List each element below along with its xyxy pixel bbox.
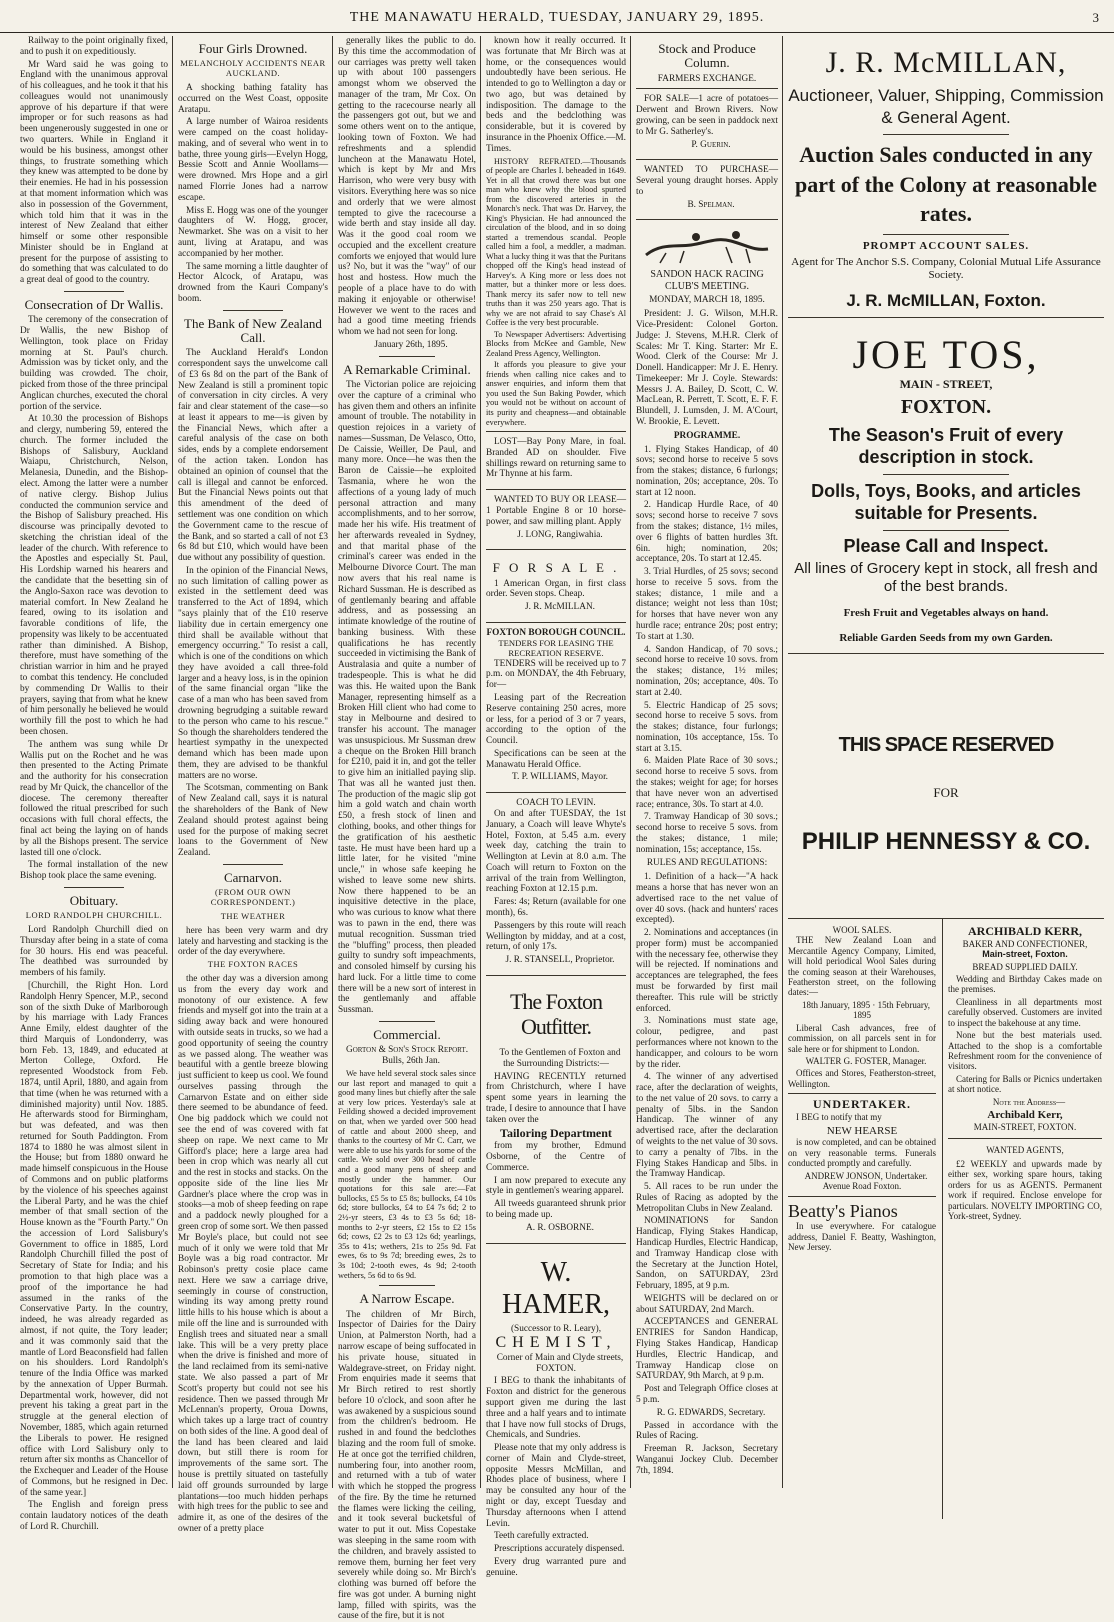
article-text: At 10.30 the procession of Bishops and clergy, numbering 59, entered the church. The former included the Bishops of Salisbury, Auckland Waiapu, Christchurch, Nelson, Melanesia, Dunedin, and the Bishop-elect. Among the latter were a number of native clergy. Bishop Julius conducted the communion service and the Bishop of Salisbury preached. His discourse was principally devoted to sketching the christian ideal of the leader of the church. With reference to the Apostles and especially St. Paul, His Lordship warned his hearers and the candidate that the besetting sin of the Anglo-Saxon race was devotion to material comfort. In New Zealand he feared, owing to its isolation and favorable conditions of life, the propensity was likely to be accentuated rather than diminished. A Bishop, therefore, must have something of the christian warrior in him and he prayed to combat this tendency. He concluded by commending Dr Wallis to their prayers, saying that from what he knew of him personally he believed he would worthily fill the post to which he had been chosen. xyxy=(20,414,168,737)
article-text: The English and foreign press contain laudatory notices of the death of Lord R. Churchill. xyxy=(20,1500,168,1533)
ad-subheading: TENDERS FOR LEASING THE RECREATION RESERVE. xyxy=(498,637,614,658)
grocery-text: All lines of Grocery kept in stock, all fresh and of the best brands. xyxy=(794,560,1098,595)
article-text: here has been very warm and dry lately and harvesting and stacking is the order of the day everywhere. xyxy=(178,925,328,958)
ad-heading: F O R S A L E . xyxy=(492,560,620,576)
column-5 xyxy=(636,36,778,1488)
joetos-street: MAIN - STREET, xyxy=(899,377,993,392)
article-text: the other day was a diversion among us from the every day work and monotony of our existence. A few friends and myself got into the train at a siding away back and were honoured with outside seats in trucks, so we had a good opportunity of seeing the country as we passed along. The weather was beautiful with a gentle breeze blowing just sufficient to keep us cool. We found ourselves passing through the Carnarvon Estate and on either side there seemed to be abundance of feed. One big paddock which we could not see the end of was covered with fat sheep on rape. We next came to Mr Gifford's place; here a large area had been in crop which was nearly all cut and the rest in stocks and stacks. On the opposite side of the line lies Mr Gardner's place where the crop was in stooks—a mob of sheep feeding on rape and a paddock newly ploughed for a green crop of some sort. We then passed Mr Boyle's place, but could not see much of it only we were told that Mr Boyle was a big road contractor. Mr Robinson's pretty cosie place came next. Here we saw a carriage drive, seemingly in course of construction, winding its way among pretty round little hills to his house which is about a mile off the line and is surrounded with English trees and situated near a small lake. This will be a very pretty place when the drive is finished and more of the land reclaimed from its semi-native state. We also passed a part of Mr Scott's property but could not see his residence. Then we passed through Mr McLennan's property, Oroua Downs, which takes up a large tract of country on both sides of the line. A good deal of the land has been cleared and laid down, but still there is room for improvements of the same sort. The house is prettily situated on tastefully laid off grounds surrounded by large plantations—too much hidden perhaps with high trees for the public to see and admire it, as one of the desires of the owner of a pretty place xyxy=(178,974,328,1534)
lower-left-ads xyxy=(788,919,936,1255)
divider xyxy=(64,291,123,292)
hennessy-text: PHILIP HENNESSY & CO. xyxy=(801,827,1091,855)
column-rule xyxy=(942,919,943,1519)
masthead-title: THE MANAWATU HERALD, TUESDAY, JANUARY 29, 1895. xyxy=(349,10,765,25)
article-heading: Carnarvon. xyxy=(223,869,283,885)
mcmillan-foxton: J. R. McMILLAN, Foxton. xyxy=(846,291,1046,311)
article-text: HISTORY REFRATED.—Thousands of people are Charles I. beheaded in 1649. Yet in all that crowd there was but one man who knew why the blood spurted from the discovered arteries in the Monarch's neck. That was Dr. Harvey, the King's Physician. He had announced the circulation of the blood, and in so doing started a tremendous scandal. People called him a fool, a meddler, a madman. What a lucky thing it was that the Puritans chopped off the King's head instead of Harvey's. A King more or less does not matter, but a thinker more or less does. Thank mercy its safer now to tell new truths than it was 250 years ago. That is why we are not afraid to say Chase's Al Coffee is the very best procurable. xyxy=(486,156,626,328)
ad-text: LOST—Bay Pony Mare, in foal. Branded AD on shoulder. Five shillings reward on returning same to Mr Thynne at his farm. xyxy=(486,437,626,480)
ad-heading: COACH TO LEVIN. xyxy=(516,798,596,809)
ad-signature: B. Spelman. xyxy=(687,199,735,210)
divider xyxy=(883,134,1009,135)
ad-text: Catering for Balls or Picnics undertaken at short notice. xyxy=(948,1073,1102,1095)
article-subheading: Gorton & Son's Stock Report. xyxy=(345,1045,469,1056)
article-text: To Newspaper Advertisers: Advertising Blocks from McKee and Gamble, New Zealand Press Agency, Wellington. xyxy=(486,329,626,358)
section-subheading: THE FOXTON RACES xyxy=(207,959,299,970)
ad-text: £2 WEEKLY and upwards made by either sex, working spare hours, taking orders for us as AGENTS. Permanent work if required. Enclose envelope for particulars. NOVELTY IMPORTING CO, York-street, Sydney. xyxy=(948,1158,1102,1222)
prompt-text: PROMPT ACCOUNT SALES. xyxy=(862,240,1030,253)
ad-text: NOMINATIONS for Sandon Handicap, Flying Stakes Handicap, Handicap Hurdles, Electric Handicap, and Tramway Handicap close with the Secretary at the Junction Hotel, Sandon, on SATURDAY, 23rd February, 1895, at 9 p.m. xyxy=(636,1216,778,1292)
ad-text: THE New Zealand Loan and Mercantile Agency Company, Limited, will hold periodical Wool Sales during the coming season at their Warehouses, Featherston street, on the following dates:— xyxy=(788,935,936,998)
outfitter-ad xyxy=(486,975,626,1239)
divider xyxy=(379,1285,434,1286)
coach-notice xyxy=(486,792,626,971)
ad-subheading: (Successor to R. Leary), xyxy=(510,1323,602,1334)
wanted-notice xyxy=(636,159,778,215)
ad-heading: Beatty's Pianos xyxy=(788,1200,898,1221)
section-subheading: THE WEATHER xyxy=(220,910,286,921)
article-heading: Four Girls Drowned. xyxy=(198,41,308,56)
mcmillan-trade: Auctioneer, Valuer, Shipping, Commission & General Agent. xyxy=(788,85,1104,127)
article-text: We have held several stock sales since our last report and managed to quit a good many lines but chiefly after the sale at very low prices. Yesterday's sale at Feilding showed a decided improvement on that, when we yarded over 500 head of cattle and about 2000 sheep, and thanks to the courtesy of Mr C. Carr, we were able to use his yards for some of the cattle. We sold over 300 head of cattle and a good many pens of sheep and mostly under the hammer. Our quotations for this sale are:—Fat bullocks, £5 5s to £5 8s; bullocks, £4 10s 6d; store bullocks, £4 to £4 7s 6d; 2 to 2½-yr steers, £3 4s to £3 5s 6d; 18-months to 2-yr steers, £2 15s to £2 15s 6d; cows, £2 2s to £3 12s 6d; yearlings, 35s to 41s; wethers, 21s to 25s 9d. Fat ewes, 6s to 9s 7d; breeding ewes, 2s to 3s 10d; 2-tooth ewes, 4s 9d; 2-tooth wethers, 5s 6d to 6s 9d. xyxy=(338,1068,477,1280)
ad-signature: P. Guerin. xyxy=(691,139,731,150)
article-date: Bulls, 26th Jan. xyxy=(382,1056,440,1067)
ad-text: I am now prepared to execute any style in gentlemen's wearing apparel. xyxy=(486,1175,626,1197)
divider xyxy=(883,474,1009,475)
article-heading: Commercial. xyxy=(373,1027,441,1043)
article-text: The Scotsman, commenting on Bank of New Zealand call, says it is natural the shareholders of the Bank of New Zealand should protest against being used for the purpose of making secret loans to the Government of New Zealand. xyxy=(178,783,328,859)
ad-text: Liberal Cash advances, free of commission, on all parcels sent in for sale here or for shipment to London. xyxy=(788,1022,936,1054)
reserved-text: THIS SPACE RESERVED xyxy=(838,733,1054,756)
race-item: 7. Tramway Handicap of 30 sovs.; second horse to receive 5 sovs. from the stakes; distance, 1 mile; nomination, 15s; acceptance, 15s. xyxy=(636,812,778,855)
ad-signature: R. G. EDWARDS, Secretary. xyxy=(656,1407,766,1418)
ad-signature: Archibald Kerr, xyxy=(987,1109,1063,1122)
ad-text: Wedding and Birthday Cakes made on the premises. xyxy=(948,973,1102,995)
race-item: 2. Handicap Hurdle Race, of 40 sovs; second horse to receive 7 sovs from the stakes; distance, 1½ miles, over 6 flights of batten hurdles 3ft. 6in. high; nomination, 20s; acceptance, 20s. To start at 12.45. xyxy=(636,500,778,565)
article-heading: A Remarkable Criminal. xyxy=(343,361,471,377)
lower-ads xyxy=(788,919,1104,1519)
column-rule xyxy=(782,36,783,1488)
column-1 xyxy=(20,36,168,1533)
divider xyxy=(64,887,123,888)
ad-text: Prescriptions accurately dispensed. xyxy=(494,1544,625,1555)
column-4 xyxy=(486,36,626,1578)
ad-highlight: NEW HEARSE xyxy=(826,1124,898,1137)
masthead xyxy=(0,10,1114,33)
for-text: FOR xyxy=(933,784,959,800)
article-heading: A Narrow Escape. xyxy=(359,1291,455,1307)
ad-text: Leasing part of the Recreation Reserve containing 250 acres, more or less, for a period of 3 or 7 years, according to the option of the Council. xyxy=(486,692,626,747)
ad-heading: The Foxton Outfitter. xyxy=(509,988,603,1040)
ad-text: Cleanliness in all departments most carefully observed. Customers are invited to inspect the bakehouse at any time. xyxy=(948,996,1102,1028)
ad-text: To the Gentlemen of Foxton and the Surrounding Districts:— xyxy=(499,1047,621,1069)
article-text: The same morning a little daughter of Hector Alcock, of Aratapu, was drowned from the Kauri Company's boom. xyxy=(178,261,328,304)
article-heading: Obituary. xyxy=(69,892,119,908)
mcmillan-name: J. R. McMILLAN, xyxy=(825,46,1067,79)
joetos-name: JOE TOS, xyxy=(852,332,1040,378)
race-item: 5. Electric Handicap of 25 sovs; second horse to receive 5 sovs. from the stakes; distance, four furlongs; nomination, 10s acceptance, 15s. To start at 3.15. xyxy=(636,700,778,754)
fruit-text: Fresh Fruit and Vegetables always on hand. xyxy=(843,607,1049,620)
for-sale-notice xyxy=(486,549,626,618)
ad-text: 1 American Organ, in first class order. Seven stops. Cheap. xyxy=(486,578,626,600)
ad-text: Post and Telegraph Office closes at 5 p.m. xyxy=(636,1384,778,1405)
article-text: Mr Ward said he was going to England with the unanimous approval of his colleagues, and he took it that his colleagues would not unanimously approve of his departure if that were improper or for such reasons as had been ungenerously suggested in one or two quarters. While in England it would be his business, amongst other things, to frustrate something which they knew was attempted to be done by their enemies. He had in his possession at that moment information which was also in possession of the Government, which told him that it was in the interest of New Zealand that either himself or some other responsible Minister should be in England at present for the purpose of assisting to do something that was calculated to do a great deal of good to the country. xyxy=(20,59,168,286)
race-item: 1. Flying Stakes Handicap, of 40 sovs; second horse to receive 5 sovs from the stakes; distance, 6 furlongs; nomination, 20s; acceptance, 20s. To start at 12 noon. xyxy=(636,444,778,498)
ad-subheading: RULES AND REGULATIONS: xyxy=(646,858,768,869)
ad-subheading: BREAD SUPPLIED DAILY. xyxy=(972,961,1078,972)
ad-heading: CHEMIST, xyxy=(495,1334,617,1352)
ad-text: is now completed, and can be obtained on very reasonable terms. Funerals conducted promptly and carefully. xyxy=(788,1137,936,1169)
ad-text: WANTED TO BUY OR LEASE—1 Portable Engine 8 or 10 horse-power, and saw milling plant. Apply xyxy=(486,495,626,527)
ad-text: Specifications can be seen at the Manawatu Herald Office. xyxy=(486,748,626,770)
ad-text: Teeth carefully extracted. xyxy=(494,1531,589,1542)
auction-text: Auction Sales conducted in any part of the Colony at reasonable rates. xyxy=(794,141,1098,227)
ad-text: from my brother, Edmund Osborne, of the Centre of Commerce. xyxy=(486,1141,626,1173)
ad-signature: T. P. WILLIAMS, Mayor. xyxy=(512,772,608,783)
ad-heading: WOOL SALES. xyxy=(832,924,892,935)
article-text: It affords you pleasure to give your friends when calling nice cakes and to answer enquiries, and inform them that you used the Sun Baking Powder, which you would not be without on account of its purity and cheapness—and obtainable everywhere. xyxy=(486,360,626,427)
dolls-text: Dolls, Toys, Books, and articles suitable for Presents. xyxy=(811,480,1081,523)
ad-signature: J. LONG, Rangiwahia. xyxy=(517,529,603,540)
ad-text: Note the Address— xyxy=(992,1096,1066,1107)
section-heading: Stock and Produce Column. xyxy=(658,41,756,71)
ad-heading: W. HAMER, xyxy=(501,1256,611,1321)
divider xyxy=(379,1021,434,1022)
article-text: The ceremony of the consecration of Dr Wallis, the new Bishop of Wellington, took place on Friday morning at St. Paul's church. Admission was by ticket only, and the building was crowded. The choir, picked from those of the three principal Anglican churches, executed the choral portion of the service. xyxy=(20,315,168,412)
divider xyxy=(379,356,434,357)
article-text: In the opinion of the Financial News, no such limitation of calling power as existed in the settlement deed was transferred to the Act of 1894, which "says plainly that of the £10 reserve liability due in certain emergency one third shall be available without that emergency occurring." To resist a call, which is one of the conditions on which they have avoided a call three-fold larger and a heavy loss, is in the opinion of the same financial organ "like the case of a man who has been saved from drowning begrudging a suitable reward to the person who came to his rescue." So though the shareholders tendered the heartiest sympathy in the unexpected demand which has been made upon them, they are advised to be thankful matters are no worse. xyxy=(178,565,328,781)
right-advert-column xyxy=(788,36,1104,1488)
divider xyxy=(223,864,283,865)
rule-item: 4. The winner of any advertised race, after the declaration of weights, to the net value of 20 sovs. to carry a penalty of 5lbs. in the Sandon Handicap. The winner of any advertised race, after the declaration of weights to the net value of 30 sovs. to carry a penalty of 7lbs. in the Flying Stakes Handicap and 5lbs. in the Tramway Handicap. xyxy=(636,1072,778,1180)
ad-signature: MAIN-STREET, FOXTON. xyxy=(973,1121,1077,1132)
lost-notice xyxy=(486,431,626,485)
article-subheading: LORD RANDOLPH CHURCHILL. xyxy=(25,910,163,921)
ad-text: Passengers by this route will reach Wellington by midday, and at a cost, return, of only 17s. xyxy=(486,920,626,953)
column-2 xyxy=(178,36,328,1534)
ad-text: Passed in accordance with the Rules of Racing. xyxy=(636,1420,778,1442)
article-text: A shocking bathing fatality has occurred on the West Coast, opposite Aratapu. xyxy=(178,83,328,115)
article-subheading: (FROM OUR OWN CORRESPONDENT.) xyxy=(210,887,296,908)
column-3 xyxy=(338,36,477,1622)
article-text: The anthem was sung while Dr Wallis put on the Rochet and he was then presented to the Acting Primate and the authority for his consecration read by Mr Quick, the chancellor of the diocese. The ceremony thereafter followed the ritual prescribed for such occasions with full choral effects, the final act being the laying on of hands by all the Bishops present. The service lasted till one o'clock. xyxy=(20,739,168,858)
ad-text: FOR SALE—1 acre of potatoes—Derwent and Brown Rivers. Now growing, can be seen in paddock next to Mr G. Satherley's. xyxy=(636,94,778,137)
article-text: A large number of Wairoa residents were camped on the coast holiday-making, and of several who went in to bathe, three young girls—Evelyn Hogg, Bessie Scott and Annie Woollams—were drowned. Mrs Hope and a girl named Florrie Jones had a narrow escape. xyxy=(178,117,328,203)
ad-text: Fares: 4s; Return (available for one month), 6s. xyxy=(486,897,626,919)
ad-text: HAVING RECENTLY returned from Christchurch, where I have spent some years in learning the trade, I desire to announce that I have taken over the xyxy=(486,1071,626,1125)
ad-signature: WALTER G. FOSTER, Manager. xyxy=(805,1056,927,1066)
ad-text: ACCEPTANCES and GENERAL ENTRIES for Sandon Handicap, Flying Stakes Handicap, Handicap Hurdles, Electric Handicap, and Tramway Handicap close on SATURDAY, 9th March, at 9 p.m. xyxy=(636,1317,778,1382)
divider xyxy=(788,1093,936,1094)
rule-item: 2. Nominations and acceptances (in proper form) must be accompanied with the necessary fee, otherwise they will be rejected. If nominations and acceptances are telegraphed, the fees must be forwarded by first mail thereafter. This rule will be strictly enforced. xyxy=(636,928,778,1014)
ad-highlight: Tailoring Department xyxy=(500,1126,612,1141)
article-text: Railway to the point originally fixed, and to push it on expeditiously. xyxy=(20,36,168,57)
ad-text: All tweeds guaranteed shrunk prior to being made up. xyxy=(486,1199,626,1221)
ad-text: In use everywhere. For catalogue address, Daniel F. Beatty, Washington, New Jersey. xyxy=(788,1221,936,1253)
ad-text: None but the best materials used. Attached to the shop is a comfortable Refreshment room for the convenience of visitors. xyxy=(948,1030,1102,1072)
ad-text: I BEG to notify that my xyxy=(796,1112,882,1123)
ad-text: Offices and Stores, Featherston-street, Wellington. xyxy=(788,1068,936,1089)
ad-heading: UNDERTAKER. xyxy=(812,1097,912,1112)
racing-ad xyxy=(636,219,778,1481)
ad-signature: Freeman R. Jackson, Secretary Wanganui Jockey Club. December 7th, 1894. xyxy=(636,1444,778,1476)
ad-subheading: PROGRAMME. xyxy=(673,430,741,441)
divider xyxy=(948,1138,1102,1139)
article-text: known how it really occurred. It was fortunate that Mr Birch was at home, or the consequences would undoubtedly have been serious. He intended to go to Wellington a day or two ago, but was detained by indisposition. The damage to the beds and the bedclothing was considerable, but it is covered by insurance in the Phoenix Office.—M. Times. xyxy=(486,36,626,154)
article-text: The formal installation of the new Bishop took place the same evening. xyxy=(20,860,168,882)
race-item: 3. Trial Hurdles, of 25 sovs; second horse to receive 5 sovs. from the stakes; distance, 1 mile and a distance; weight not less than 10st; for horses that have never won any hurdle race; entrance 20s; post entry; To start at 1.30. xyxy=(636,567,778,642)
ad-date: MONDAY, MARCH 18, 1895. xyxy=(649,295,765,306)
lower-right-ads xyxy=(948,919,1102,1224)
ad-text: I BEG to thank the inhabitants of Foxton and district for the generous support given me during the last three and a half years and to intimate that I have now full stocks of Drugs, Chemicals, and Sundries. xyxy=(486,1376,626,1441)
ad-signature: J. R. STANSELL, Proprietor. xyxy=(505,955,615,966)
race-item: 6. Maiden Plate Race of 30 sovs.; second horse to receive 5 sovs. from the stakes; weight for age; for horses that have never won an advertised race; entrance, 30s. To start at 4.0. xyxy=(636,756,778,810)
ad-text: Corner of Main and Clyde streets, FOXTON. xyxy=(496,1352,624,1374)
article-heading: The Bank of New Zealand Call. xyxy=(184,315,322,345)
column-rule xyxy=(480,36,481,1488)
divider xyxy=(788,317,1104,318)
ad-text: WEIGHTS will be declared on or about SATURDAY, 2nd March. xyxy=(636,1293,778,1315)
page-number: 3 xyxy=(1092,10,1100,25)
article-text: The Victorian police are rejoicing over the capture of a criminal who has given them and others an infinite amount of trouble. The notability in question rejoices in a variety of names—Sussman, De Velasco, Otto, De Caissie, Weiller, De Paul, and many more. Once—he was then the Baron de Caissie—he exploited Tasmania, where he won the affections of a young lady of much personal attraction and many accomplishments, and to her sorrow, made her his wife. His treatment of her afterwards revealed in Sydney, and that marital phase of the criminal's career was ended in the Melbourne Divorce Court. The man now avers that his real name is Richard Sussman. He is described as of gentlemanly bearing and affable address, and as possessing an intimate knowledge of the routine of banking business. With these qualifications he has recently succeeded in victimising the Bank of Australasia and quite a number of tradespeople. This is what he did was this. He waited upon the Bank Manager, representing himself as a Broken Hill client who had come to stay in Melbourne and desired to transfer his account. The manager was unsuspicious. Mr Sussman drew a cheque on the Broken Hill branch for £210, paid it in, and got the teller to give him an initialled paying slip. That was all he wanted just then. The production of the magic slip got him a gold watch and chain worth £50, a fresh stock of linen and clothing, books, and other things for the gratification of his aesthetic taste. He must have been hard up a little later, for he visited "mine uncle," in whose safe keeping he wished to leave some new shirts. Now there happened to be an inquisitive detective in the place, who was curious to know what there was to pawn in the end, there was mutual recognition. Sussman tried the "bluffing" process, then pleaded guilty to sundry soft impeachments, and consoled himself by cursing his hard luck. For a little time to come there will be a new sort of interest in the gentlemanly and affable Sussman. xyxy=(338,379,476,1016)
divider xyxy=(788,653,1104,734)
article-text: The children of Mr Birch, Inspector of Dairies for the Dairy Union, at Palmerston North, had a narrow escape of being suffocated in his private house, situated in Waldegrave-street, on Friday night. From enquiries made it seems that Mr Birch retired to rest shortly before 10 o'clock, and soon after he was awakened by a suspicious sound from the children's bedroom. He rushed in and found the bedclothes blazing and the room full of smoke. He at once got the terrified children, numbering four, into another room, and returned with a tub of water with which he stopped the progress of the fire. By the time he returned the flames were licking the ceiling, and it took several bucketsful of water to put it out. Miss Copestake was sleeping in the same room with the children, and bravely assisted to remove them, burning her feet very severely while doing so. Mr Birch's clothing was burned off before the fire was got under. A burning night lamp, filled with spirits, was the cause of the fire, but it is not xyxy=(338,1309,476,1622)
divider xyxy=(223,310,283,311)
racehorse-engraving-icon xyxy=(636,225,778,265)
council-notice xyxy=(486,622,626,788)
ad-signature: A. R. OSBORNE. xyxy=(526,1222,594,1233)
divider xyxy=(883,530,1009,531)
ad-text: On and after TUESDAY, the 1st January, a Coach will leave Whyte's Hotel, Foxton, at 5.45 a.m. every week day, catching the train to Wellington at Levin at 8.0 a.m. The Coach will return to Foxton on the arrival of the train from Wellington, reaching Foxton at 12.15 p.m. xyxy=(486,809,626,895)
rule-item: 3. Nominations must state age, colour, pedigree, and past performances where not known to the handicapper, and colours to be worn by the rider. xyxy=(636,1016,778,1070)
ad-text: WANTED TO PURCHASE—Several young draught horses. Apply to xyxy=(636,165,778,197)
article-text: generally likes the public to do. By this time the accommodation of our carriages was pretty well taken up with about 100 passengers amongst whom we observed the manager of the tram, Mr Cox. On getting to the racecourse nearly all the passengers got out, but we and some others went on to the antique, looking town of Foxton. We had refreshments and a splendid luncheon at the Manawatu Hotel, which is kept by Mr and Mrs Harrison, who were very busy with visitors. Everything here was so nice and orderly that we were almost tempted to give the racecourse a wide berth and stay inside all day. Was it the good coal room we occupied and the excellent creature comforts we enjoyed that would lure us? No, but it was the "way" of our host and hostess. How much the people of a place have to do with making it enjoyable or otherwise! However we went to the races and had a good time meeting friends whom we had not seen for long. xyxy=(338,36,476,338)
race-item: 4. Sandon Handicap, of 70 sovs.; second horse to receive 10 sovs. from the stakes; distance, 1½ miles; nomination, 20s; acceptance, 40s. To start at 2.40. xyxy=(636,644,778,698)
ad-heading: SANDON HACK RACING CLUB'S MEETING. xyxy=(650,269,764,292)
agent-text: Agent for The Anchor S.S. Company, Colonial Mutual Life Assurance Society. xyxy=(791,255,1101,281)
for-sale-notice xyxy=(636,88,778,155)
chemist-ad xyxy=(486,1243,626,1584)
column-rule xyxy=(630,36,631,1488)
article-text: [Churchill, the Right Hon. Lord Randolph Henry Spencer, M.P., second son of the sixth Duke of Marlborough by his marriage with Lady Frances Anne Emily, eldest daughter of the third Marquis of Londonderry, was born Feb. 13, 1849, and educated at Merton College, Oxford. He represented Woodstock from Feb. 1874, until April, 1880, and again from that time (when he was returned with a diminished majority) until Nov. 1885. He afterwards stood for Birmingham, but was defeated, and was then returned for South Paddington. From 1874 to 1880 he was almost silent in the House; but from 1880 onward he made himself conspicuous in the House of Commons and on public platforms by the violence of his speeches against the Liberal Party, and he was the chief member of that small section of the House known as the "Fourth Party." On the accession of Lord Salisbury's Government to office in 1885, Lord Randolph Churchill filled the post of Secretary of State for India; and his promotion to that high place was a proof of the importance he had assumed in the ranks of the Conservative Party. In the country, indeed, he was already regarded as almost, if not quite, the Tory leader; and it was commonly said that the mantle of Lord Beaconsfield had fallen on his shoulders. Lord Randolph's tenure of the India Office was marked by the annexation of Upper Burmah. Departmental work, however, did not prevent his taking a great part in the struggle at the general election of November, 1885, which again returned the Liberals to power. He resigned office with Lord Salisbury only to return after six months as Chancellor of the Exchequer and Leader of the House of Commons, but he resigned in Dec. of the same year.] xyxy=(20,980,168,1498)
season-text: The Season's Fruit of every description in stock. xyxy=(828,424,1064,467)
article-text: Miss E. Hogg was one of the younger daughters of W. Hogg, grocer, Newmarket. She was on a visit to her aunt, living at Aratapu, and was accompanied by her mother. xyxy=(178,205,328,259)
rule-item: 5. All races to be run under the Rules of Racing as adopted by the Metropolitan Clubs in New Zealand. xyxy=(636,1182,778,1214)
article-date: January 26th, 1895. xyxy=(374,339,448,350)
ad-subheading: Main-street, Foxton. xyxy=(982,949,1068,960)
ad-heading: FOXTON BOROUGH COUNCIL. xyxy=(486,627,626,638)
ad-text: Every drug warranted pure and genuine. xyxy=(486,1556,626,1578)
ad-heading: WANTED AGENTS, xyxy=(986,1145,1064,1156)
divider xyxy=(788,856,1104,919)
ad-signature: J. R. McMILLAN. xyxy=(525,602,595,613)
joetos-town: FOXTON. xyxy=(900,396,992,419)
ad-text: TENDERS will be received up to 7 p.m. on MONDAY, the 4th February, for— xyxy=(486,658,626,691)
please-text: Please Call and Inspect. xyxy=(843,535,1049,556)
section-subheading: FARMERS EXCHANGE. xyxy=(657,73,757,84)
column-rule xyxy=(332,36,333,1488)
rule-item: 1. Definition of a hack—"A hack means a horse that has never won an advertised race to the net value of over 40 sovs. (hack and hunters' races excepted). xyxy=(636,872,778,926)
article-subheading: MELANCHOLY ACCIDENTS NEAR AUCKLAND. xyxy=(180,58,326,79)
ad-heading: ARCHIBALD KERR, xyxy=(967,923,1082,938)
ad-text: Please note that my only address is corner of Main and Clyde-street, opposite Messrs McMillan, and Rhodes place of business, where I may be consulted any hour of the night or day, except Tuesday and Thursday afternoons when I attend Levin. xyxy=(486,1443,626,1529)
divider xyxy=(883,234,1009,235)
seeds-text: Reliable Garden Seeds from my own Garden. xyxy=(839,631,1053,644)
ad-text: President: J. G. Wilson, M.H.R. Vice-President: Colonel Gorton. Judge: J. Stevens, M.H.R. Clerk of Scales: Mr T. King. Starter: Mr E. Wood. Clerk of the Course: Mr J. Donell. Handicapper: Mr J. E. Henry. Timekeeper: Mr J. Coyle. Stewards: Messrs J. A. Bailey, D. Scott, C. W. MacLean, R. Perrett, T. Scott, E. F. F. Blundell, J. Lumsden, J. M. A'Court, W. Brookie, E. Levett. xyxy=(636,309,778,427)
divider xyxy=(788,1196,936,1197)
ad-subheading: BAKER AND CONFECTIONER, xyxy=(962,938,1088,949)
article-text: The Auckland Herald's London correspondent says the unwelcome call of £3 6s 8d on the part of the Bank of New Zealand is still a prominent topic of conversation in city circles. A very fair and clear statement of the case—so at least it appears to me—is given by the Financial News, which after a careful analysis of the case on both sides, ends by a complete endorsement of the action taken. London has obtained an opinion of counsel that the call is illegal and cannot be enforced. But the Financial News points out that this amendment of the deed of settlement was one condition on which the Government came to the rescue of the Bank, and so started a call of not £3 6s 8d but £10, which would have been due without any possibility of question. xyxy=(178,348,328,564)
article-heading: Consecration of Dr Wallis. xyxy=(24,296,164,312)
ad-text: 18th January, 1895 · 15th February, 1895 xyxy=(801,999,931,1021)
ad-signature: ANDREW JONSON, Undertaker. Avenue Road Foxton. xyxy=(804,1170,928,1192)
wanted-notice xyxy=(486,489,626,545)
column-rule xyxy=(172,36,173,1488)
article-text: Lord Randolph Churchill died on Thursday after being in a state of coma for 30 hours. His end was peaceful. The deathbed was surrounded by members of his family. xyxy=(20,925,168,979)
